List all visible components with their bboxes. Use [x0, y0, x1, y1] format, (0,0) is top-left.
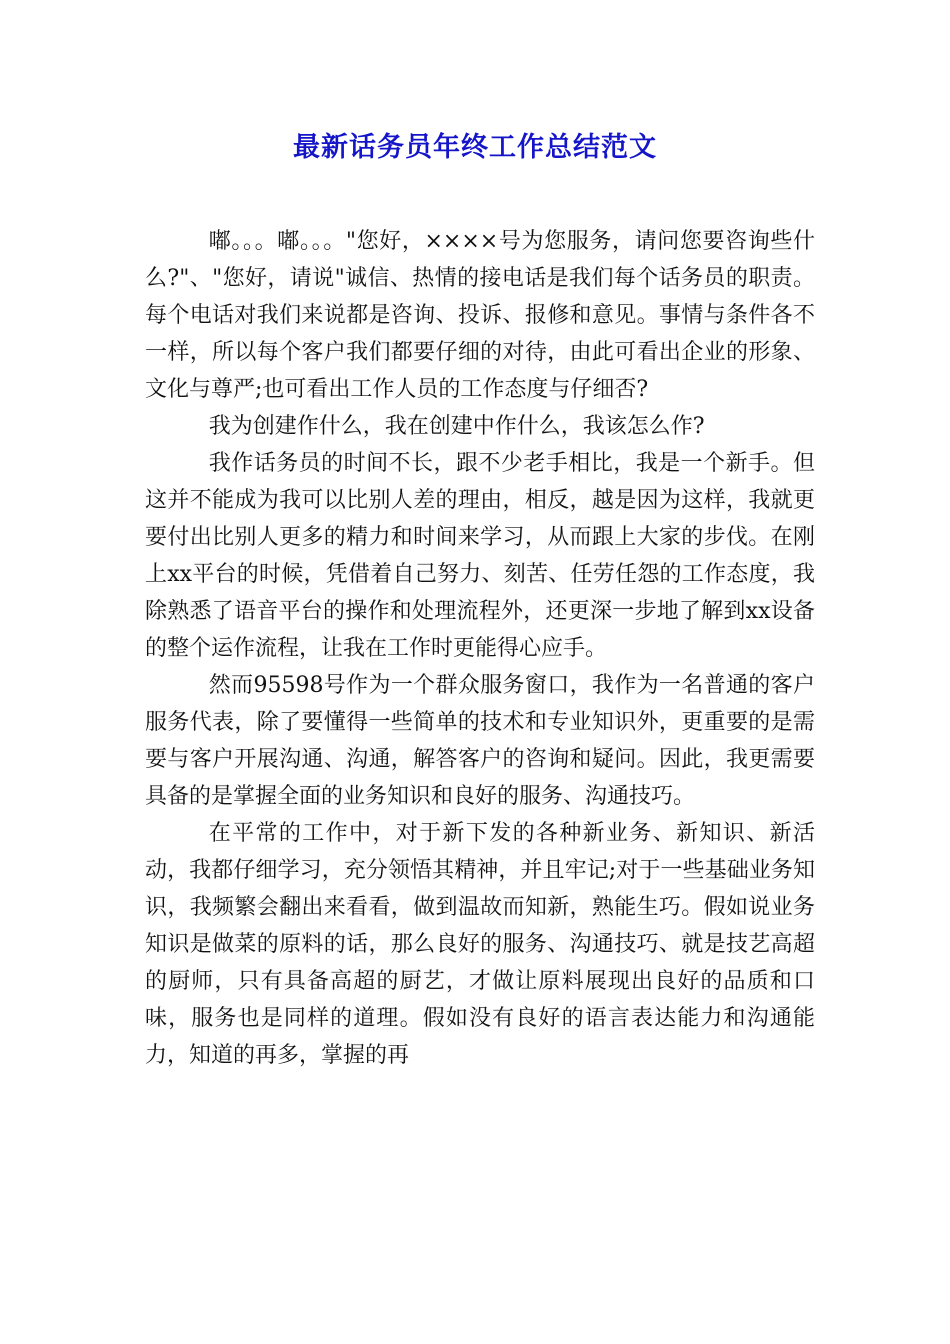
document-title: 最新话务员年终工作总结范文 — [293, 132, 657, 163]
paragraph-1: 嘟。。。嘟。。。"您好，××××号为您服务，请问您要咨询些什么?"、"您好，请说"诚信、热情的接电话是我们每个话务员的职责。每个电话对我们来说都是咨询、投诉、报修和意见。事情与条件各不一样，所以每个客户我们都要仔细的对待，由此可看出企业的形象、文化与尊严;也可看出工作人员的工作态度与仔细否? — [145, 229, 815, 402]
paragraph-2: 我为创建作什么，我在创建中作什么，我该怎么作? — [208, 414, 705, 439]
paragraph-3: 我作话务员的时间不长，跟不少老手相比，我是一个新手。但这并不能成为我可以比别人差的理由，相反，越是因为这样，我就更要付出比别人更多的精力和时间来学习，从而跟上大家的步伐。在刚上xx平台的时候，凭借着自己努力、刻苦、任劳任怨的工作态度，我除熟悉了语音平台的操作和处理流程外，还更深一步地了解到xx设备的整个运作流程，让我在工作时更能得心应手。 — [145, 451, 815, 661]
paragraph-4: 然而95598号作为一个群众服务窗口，我作为一名普通的客户服务代表，除了要懂得一些简单的技术和专业知识外，更重要的是需要与客户开展沟通、沟通，解答客户的咨询和疑问。因此，我更需要具备的是掌握全面的业务知识和良好的服务、沟通技巧。 — [145, 673, 815, 809]
paragraph-5: 在平常的工作中，对于新下发的各种新业务、新知识、新活动，我都仔细学习，充分领悟其精神，并且牢记;对于一些基础业务知识，我频繁会翻出来看看，做到温故而知新，熟能生巧。假如说业务知识是做菜的原料的话，那么良好的服务、沟通技巧、就是技艺高超的厨师，只有具备高超的厨艺，才做让原料展现出良好的品质和口味，服务也是同样的道理。假如没有良好的语言表达能力和沟通能力，知道的再多，掌握的再 — [145, 821, 815, 1068]
document-body — [145, 223, 815, 1074]
